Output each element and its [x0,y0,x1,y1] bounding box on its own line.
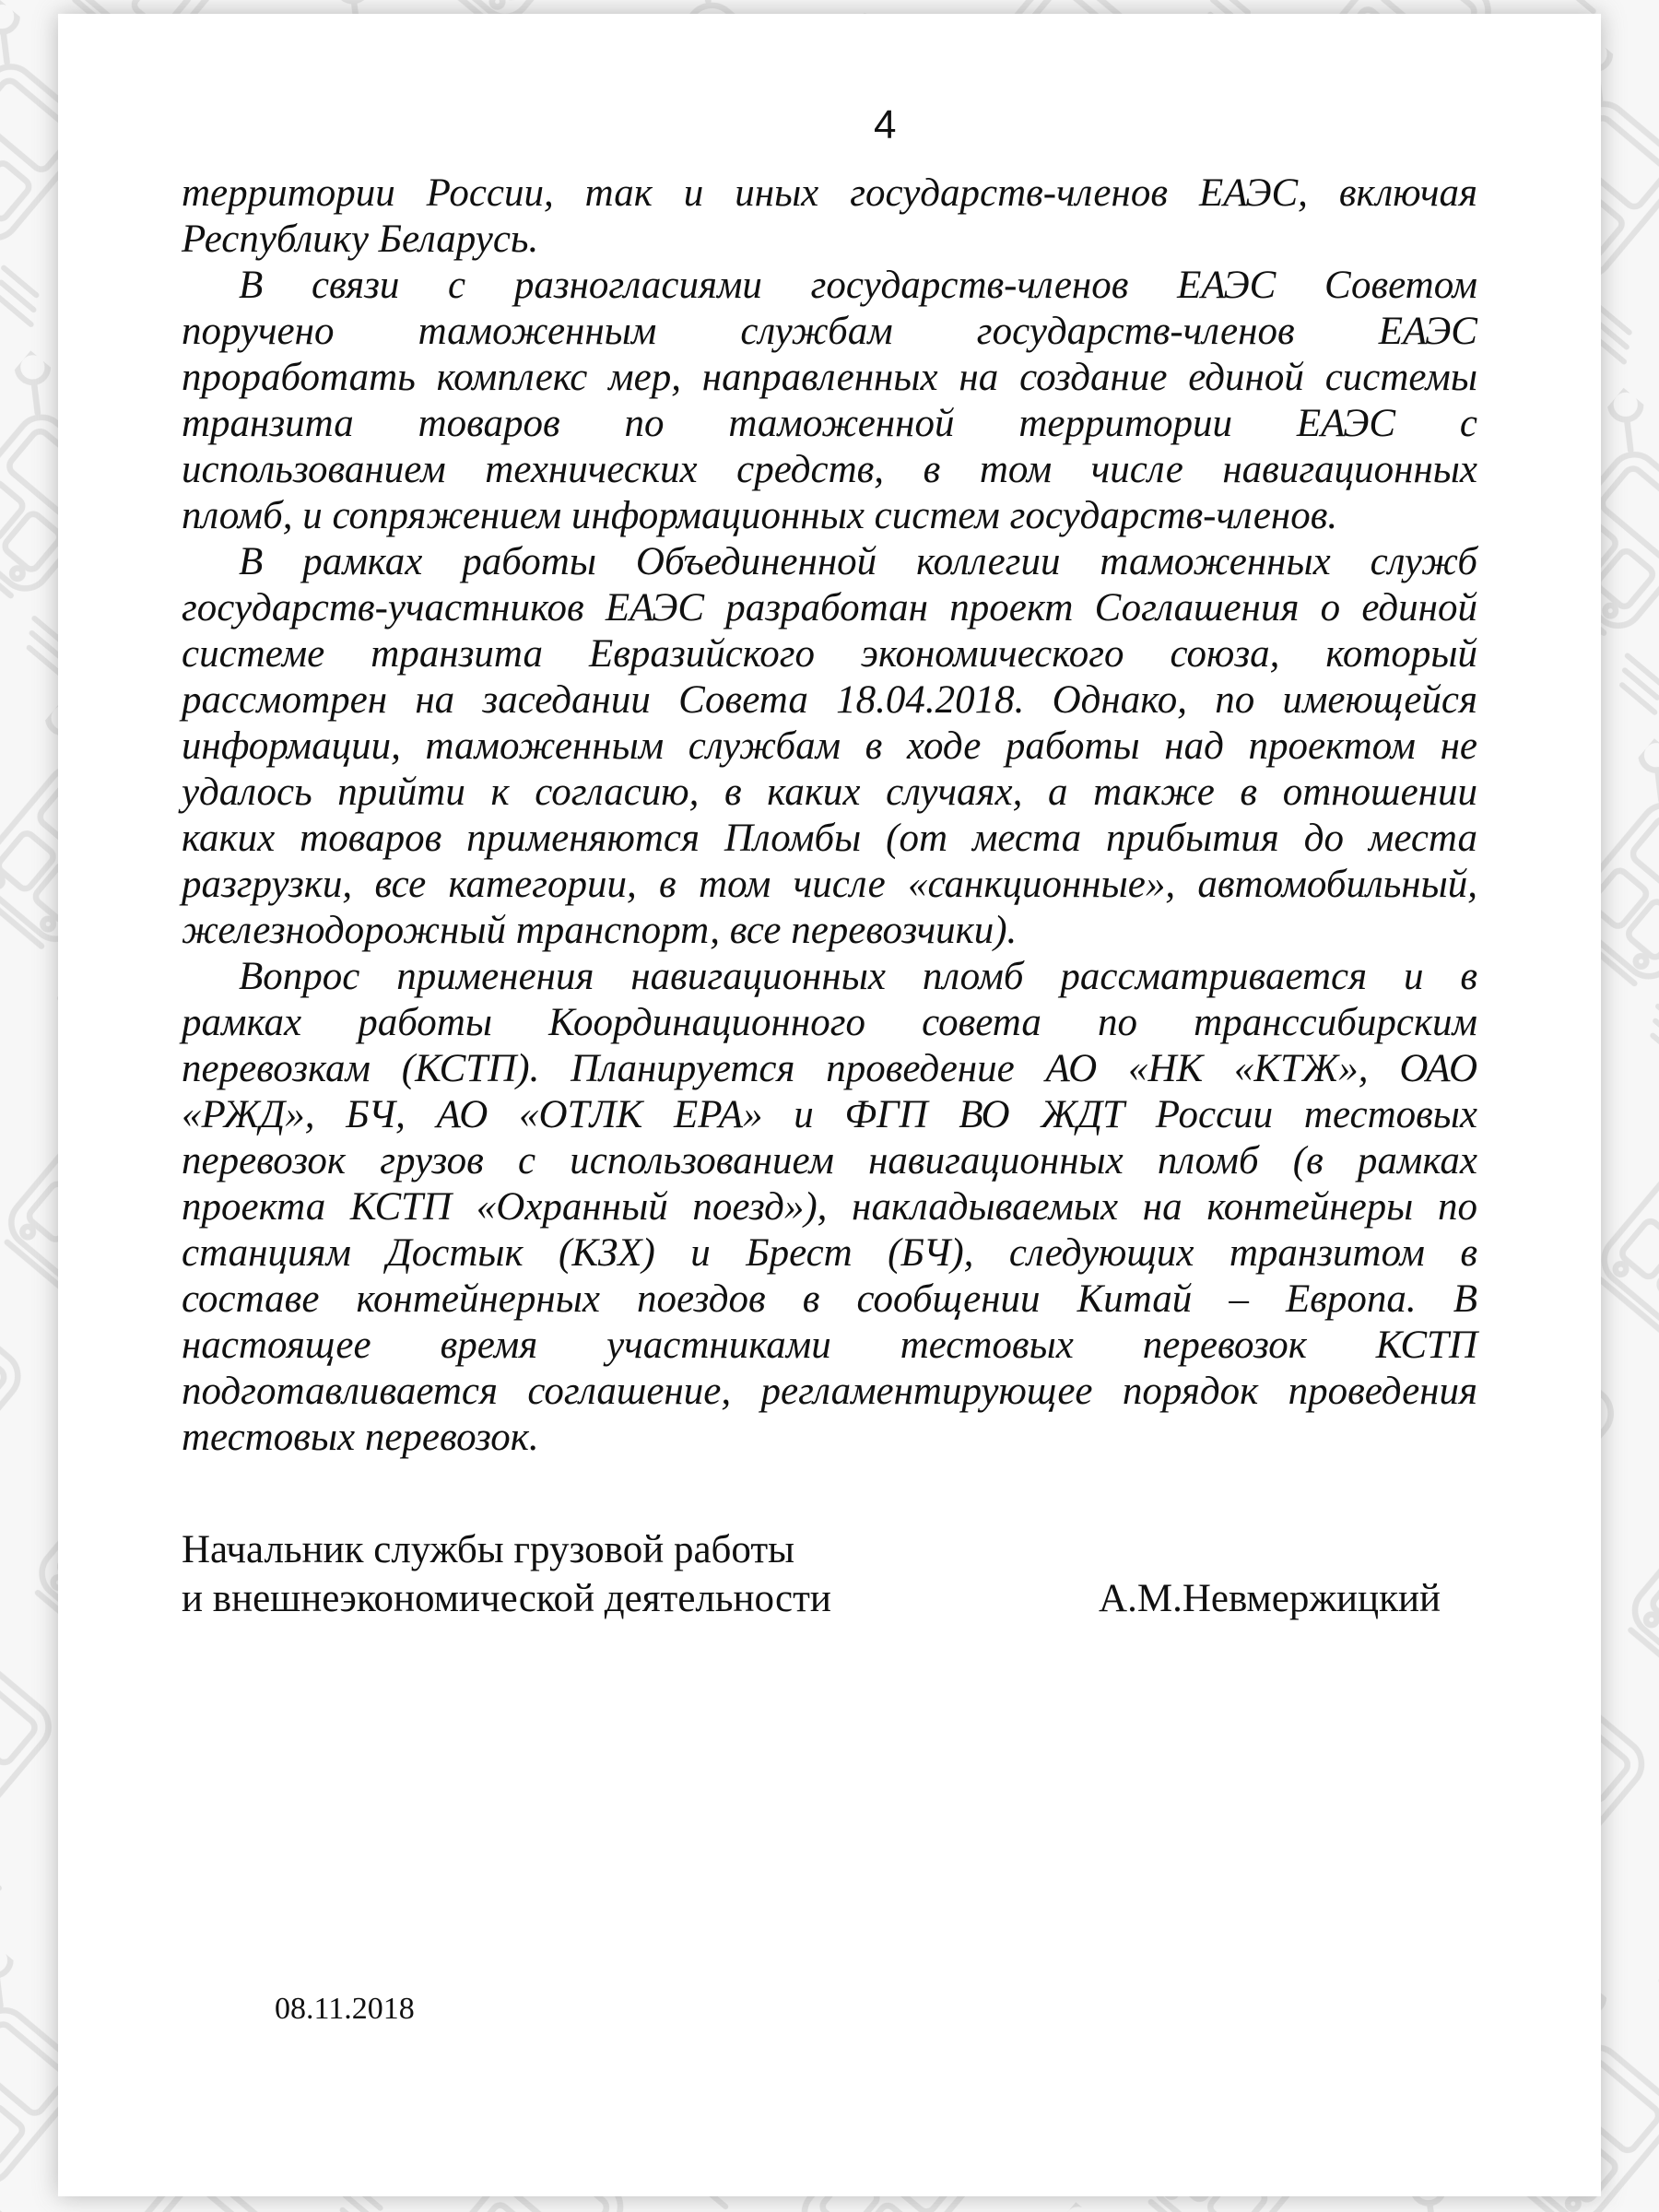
signature-name: А.М.Невмержицкий [1099,1577,1441,1620]
text-line: тестовых перевозок. [182,1416,539,1459]
text-line: системе транзита Евразийского экономического союза, который [182,632,1477,676]
text-line: рамках работы Координационного совета по транссибирским [182,1001,1477,1044]
document-date: 08.11.2018 [275,1992,415,2026]
text-line: транзита товаров по таможенной территории ЕАЭС с [182,402,1477,445]
text-line: перевозкам (КСТП). Планируется проведение АО «НК «КТЖ», ОАО [182,1047,1477,1090]
signature-block [182,1525,1477,1623]
text-line: рассмотрен на заседании Совета 18.04.2018. Однако, по имеющейся [182,678,1477,722]
signature-title-line-2: и внешнеэкономической деятельности [182,1577,831,1620]
text-line: информации, таможенным службам в ходе работы над проектом не [182,724,1477,768]
text-line: каких товаров применяются Пломбы (от места прибытия до места [182,817,1477,860]
document-body [182,171,1477,1461]
signature-title-line-1: Начальник службы грузовой работы [182,1528,795,1571]
text-line: проекта КСТП «Охранный поезд»), накладываемых на контейнеры по [182,1185,1477,1229]
text-line: использованием технических средств, в том числе навигационных [182,448,1477,491]
text-line: пломб, и сопряжением информационных систем государств-членов. [182,494,1338,537]
text-line: В связи с разногласиями государств-членов ЕАЭС Советом [239,264,1477,307]
text-line: проработать комплекс мер, направленных на создание единой системы [182,356,1477,399]
text-line: удалось прийти к согласию, в каких случаях, а также в отношении [182,771,1477,814]
text-line: «РЖД», БЧ, АО «ОТЛК ЕРА» и ФГП ВО ЖДТ России тестовых [182,1093,1477,1136]
document-page [58,14,1601,2196]
text-line: В рамках работы Объединенной коллегии таможенных служб [239,540,1477,583]
signature-row [182,1574,1477,1623]
page-number: 4 [874,102,897,147]
text-line: настоящее время участниками тестовых перевозок КСТП [182,1324,1477,1367]
text-line: Вопрос применения навигационных пломб рассматривается и в [239,955,1477,998]
text-line: государств-участников ЕАЭС разработан проект Соглашения о единой [182,586,1477,629]
text-line: составе контейнерных поездов в сообщении Китай – Европа. В [182,1277,1477,1321]
text-line: поручено таможенным службам государств-членов ЕАЭС [182,310,1477,353]
text-line: территории России, так и иных государств-членов ЕАЭС, включая [182,171,1477,215]
text-line: железнодорожный транспорт, все перевозчики). [182,909,1018,952]
text-line: подготавливается соглашение, регламентирующее порядок проведения [182,1370,1477,1413]
text-line: Республику Беларусь. [182,218,539,261]
text-line: разгрузки, все категории, в том числе «санкционные», автомобильный, [182,863,1477,906]
text-line: станциям Достык (КЗХ) и Брест (БЧ), следующих транзитом в [182,1231,1477,1275]
text-line: перевозок грузов с использованием навигационных пломб (в рамках [182,1139,1477,1182]
